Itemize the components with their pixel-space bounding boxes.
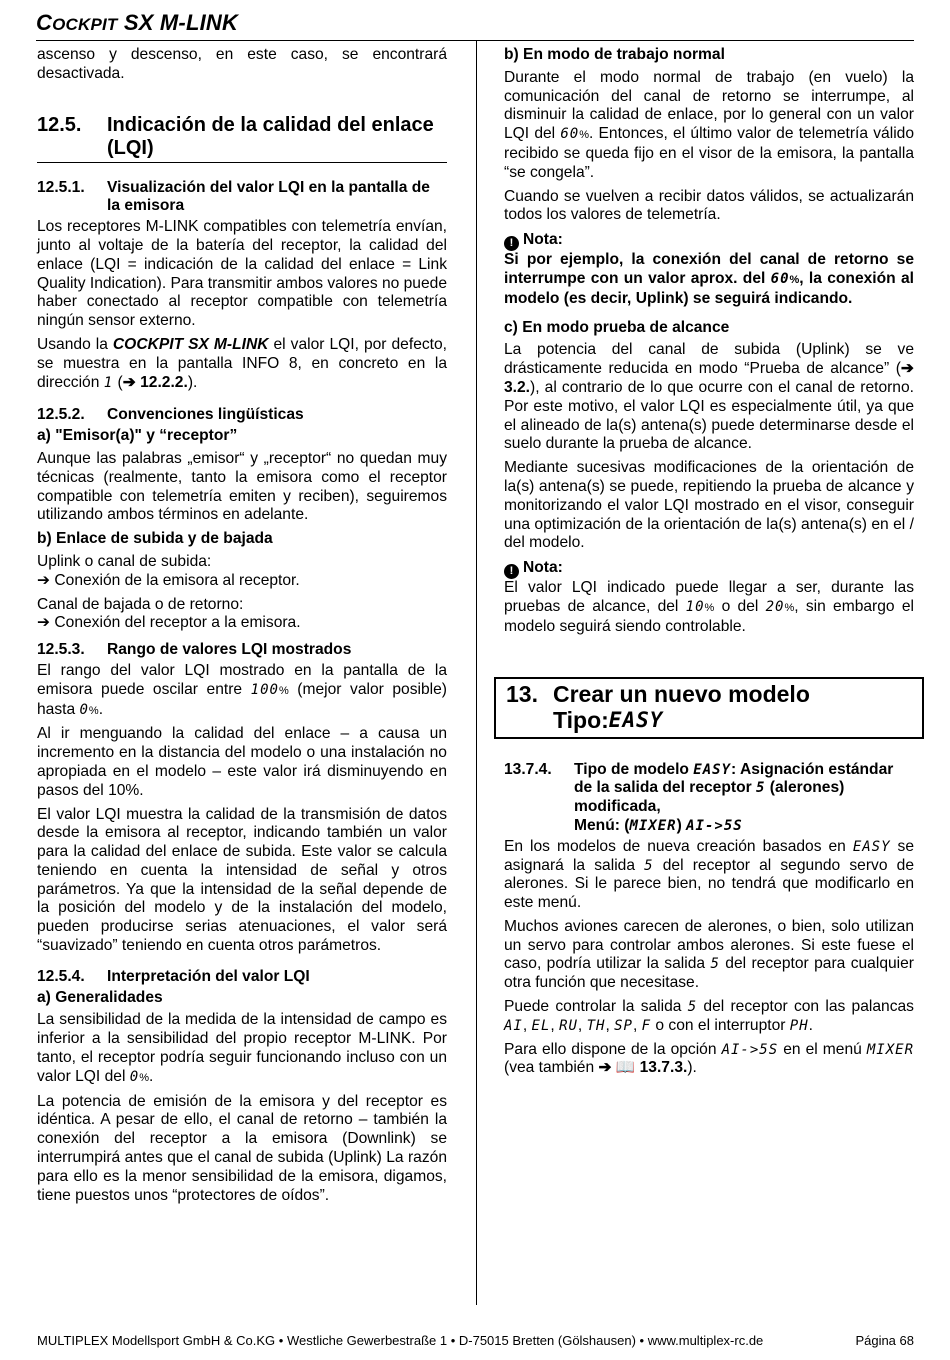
note-heading: ! Nota: <box>504 559 914 579</box>
chapter-13-box: 13. Crear un nuevo modelo Tipo: EASY <box>494 677 924 739</box>
subheading: c) En modo prueba de alcance <box>504 318 730 336</box>
paragraph: La sensibilidad de la medida de la intensidad de campo es inferior a la sensibilidad del propio receptor M-LINK. Por tanto, el receptor podría seguir funcionando incluso con un valor LQI del 0%. <box>37 1011 447 1085</box>
subheading: a) "Emisor(a)" y “receptor” <box>37 427 238 445</box>
paragraph: Uplink o canal de subida: <box>37 552 212 570</box>
paragraph: El rango del valor LQI mostrado en la pantalla de la emisora puede oscilar entre 100% (mejor valor posible) hasta 0%. <box>37 661 447 718</box>
section-heading-12-5-2: 12.5.2. Convenciones lingüísticas <box>37 406 304 424</box>
page-number: Página 68 <box>855 1333 914 1348</box>
paragraph: ➔ Conexión de la emisora al receptor. <box>37 571 300 589</box>
paragraph: Durante el modo normal de trabajo (en vuelo) la comunicación del canal de retorno se interrumpe, al disminuir la calidad de enlace, por lo general con un valor LQI del 60%. Entonces, el último valor de telemetría válido recibido se queda fijo en el visor de la emisora, la pantalla “se congela”. <box>504 68 915 181</box>
paragraph: ➔ Conexión del receptor a la emisora. <box>37 614 301 632</box>
paragraph: El valor LQI muestra la calidad de la transmisión de datos desde la emisora al receptor, indicando también un valor para la calidad del enlace de subida. Este valor se calcula teniendo en cuenta la intensidad de señal y otros parámetros. Ya que la intensidad de la señal depende de la posición del modelo y de la instalación del modelo, pueden producirse serias atenuaciones, el valor será “suavizado” teniendo en cuenta otros parámetros. <box>37 805 447 955</box>
column-divider <box>476 41 477 1305</box>
paragraph: Canal de bajada o de retorno: <box>37 595 244 613</box>
paragraph: Los receptores M-LINK compatibles con telemetría envían, junto al voltaje de la batería del receptor, la calidad del enlace (LQI = indicación de la calidad del enlace = Link Quality Indication). Para transmitir ambos valores no puede haber conectado al receptor compatible con telemetría ningún sensor externo. <box>37 218 447 330</box>
section-heading-12-5-3: 12.5.3. Rango de valores LQI mostrados <box>37 641 352 659</box>
paragraph: Mediante sucesivas modificaciones de la orientación de la(s) antena(s) se puede, repitiendo la prueba de alcance y monitorizando el valor LQI mostrado en el visor, conseguir una optimización de la orientación de la(s) antena(s) en el / del modelo. <box>504 459 914 552</box>
right-column <box>504 46 914 1083</box>
section-heading-12-5-1: 12.5.1. Visualización del valor LQI en la pantalla de la emisora <box>37 178 430 215</box>
paragraph: Usando la COCKPIT SX M-LINK el valor LQI, por defecto, se muestra en la pantalla INFO 8, en concreto en la dirección 1 (➔ 12.2.2.). <box>37 335 447 391</box>
footer-address: MULTIPLEX Modellsport GmbH & Co.KG • Westliche Gewerbestraße 1 • D-75015 Bretten (Gölshausen) • www.multiplex-rc.de <box>37 1333 764 1348</box>
section-heading-12-5-4: 12.5.4. Interpretación del valor LQI <box>37 967 310 985</box>
header-rule <box>36 40 914 41</box>
left-column <box>37 46 447 1210</box>
paragraph: ascenso y descenso, en este caso, se encontrará desactivada. <box>37 46 447 82</box>
section-heading-13-7-4: 13.7.4. Tipo de modelo EASY: Asignación estándar de la salida del receptor 5 (alerones) modificada, Menú: (MIXER) AI->5S <box>504 760 894 834</box>
section-heading-12-5: 12.5. Indicación de la calidad del enlace (LQI) <box>37 114 447 163</box>
warning-icon: ! <box>504 236 519 251</box>
subheading: b) En modo de trabajo normal <box>504 46 725 63</box>
subheading: b) Enlace de subida y de bajada <box>37 530 273 548</box>
paragraph: El valor LQI indicado puede llegar a ser, durante las pruebas de alcance, del 10% o del 20%, sin embargo el modelo seguirá siendo controlable. <box>504 579 915 635</box>
note-paragraph: Si por ejemplo, la conexión del canal de retorno se interrumpe con un valor aprox. del 60%, la conexión al modelo (es decir, Uplink) se seguirá indicando. <box>504 251 914 307</box>
paragraph: En los modelos de nueva creación basados en EASY se asignará la salida 5 del receptor al segundo servo de alerones. Si le parece bien, no tendrá que modificarlo en este menú. <box>504 837 914 912</box>
subheading: a) Generalidades <box>37 988 163 1006</box>
paragraph: La potencia del canal de subida (Uplink) se ve drásticamente reducida en modo “Prueba de alcance” (➔ 3.2.), al contrario de lo que ocurre con el canal de retorno. Por este motivo, el valor LQI es especialmente útil, ya que el alineado de la(s) antena(s) puede determinarse desde el suelo durante la prueba de alcance. <box>504 341 914 453</box>
paragraph: Muchos aviones carecen de alerones, o bien, solo utilizan un servo para controlar ambos alerones. Si este fuese el caso, podría utilizar la salida 5 del receptor para cualquier otra función que necesitase. <box>504 917 914 992</box>
warning-icon: ! <box>504 564 519 579</box>
paragraph: La potencia de emisión de la emisora y del receptor es idéntica. A pesar de ello, el canal de retorno – también la conexión del receptor a la emisora (Downlink) se interrumpirá antes que el canal de subida (Uplink) La razón para ello es la menor sensibilidad de la emisora, digamos, tiene puestos unos “protectores de oídos”. <box>37 1092 447 1204</box>
paragraph: Aunque las palabras „emisor“ y „receptor“ no quedan muy técnicas (realmente, tanto la emisora como el receptor compatible con telemetría emiten y reciben), seguiremos utilizando ambos términos en adelante. <box>37 449 447 524</box>
paragraph: Al ir menguando la calidad del enlace – a causa un incremento en la distancia del modelo o una instalación no apropiada en el modelo – este valor irá disminuyendo en pasos del 10%. <box>37 725 447 799</box>
paragraph: Cuando se vuelven a recibir datos válidos, se actualizarán todos los valores de telemetría. <box>504 187 914 224</box>
paragraph: Puede controlar la salida 5 del receptor con las palancas AI, EL, RU, TH, SP, F o con el interruptor PH. <box>504 998 914 1034</box>
page-header-title: COCKPIT SX M-LINK <box>36 10 239 35</box>
page-footer <box>37 1333 914 1348</box>
paragraph: Para ello dispone de la opción AI->5S en el menú MIXER (vea también ➔ 📖 13.7.3.). <box>504 1040 915 1077</box>
note-heading: ! Nota: <box>504 231 914 251</box>
